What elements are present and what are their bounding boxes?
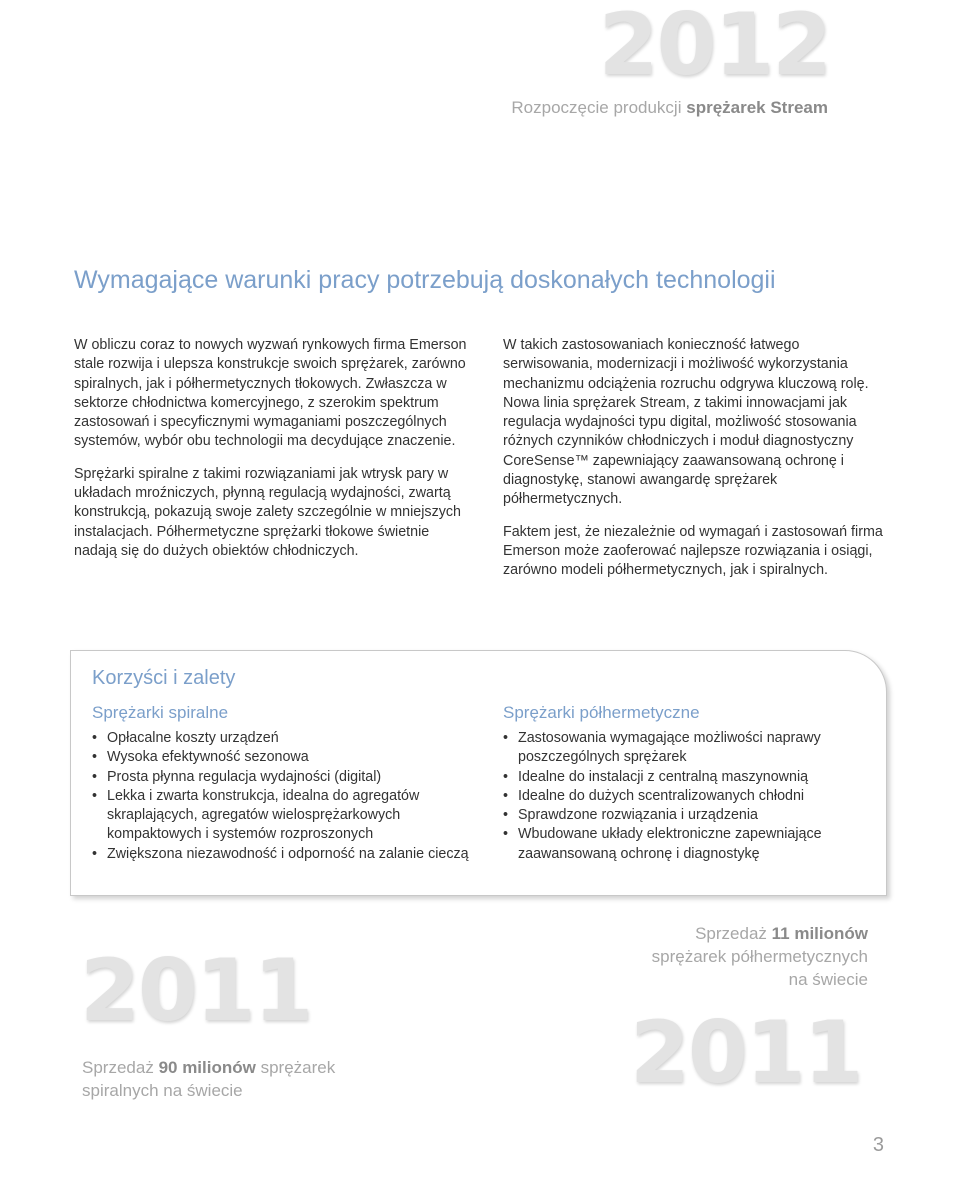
scroll-sales-number: 90 milionów [158,1058,256,1077]
year-2011-scroll-heading: 2011 [80,941,312,1041]
caption-bold: sprężarek Stream [686,98,828,117]
list-item: • Sprawdzone rozwiązania i urządzenia [503,806,863,825]
left-paragraph-2: Sprężarki spiralne z takimi rozwiązaniami jak wtrysk pary w układach mroźniczych, płynną regulacją wydajności, zwartą konstrukcją, pokazują swoje zalety szczególnie w mniejszych instalacjach. Półhermetyczne sprężarki tłokowe świetnie nadają się do dużych obiektów chłodniczych. [74,465,461,559]
semi-sales-line-2: sprężarek półhermetycznych [651,947,868,966]
scroll-sales-prefix: Sprzedaż [82,1058,154,1077]
left-column [74,336,469,574]
semi-sales-line-3: na świecie [788,970,868,989]
semi-sales-line-1 [652,922,868,945]
caption-text: Rozpoczęcie produkcji [511,98,682,117]
scroll-compressors-title: Sprężarki spiralne [92,703,229,722]
page-number: 3 [872,1134,884,1156]
semi-sales-number: 11 milionów [771,924,868,943]
right-paragraph-2: Faktem jest, że niezależnie od wymagań i zastosowań firma Emerson może zaoferować najlepsze rozwiązania i osiągi, zarówno modeli półhermetycznych, jak i spiralnych. [503,523,883,579]
list-item: • Prosta płynna regulacja wydajności (digital) [92,768,472,787]
scroll-sales-line-2: spiralnych na świecie [82,1081,243,1100]
benefits-title: Korzyści i zalety [92,667,236,689]
scroll-sales-suffix: sprężarek [260,1058,336,1077]
list-item: • Wysoka efektywność sezonowa [92,748,472,767]
year-2011-semi-heading: 2011 [630,1003,862,1103]
page-headline: Wymagające warunki pracy potrzebują doskonałych technologii [74,266,776,294]
list-item: • Idealne do instalacji z centralną maszynownią [503,768,863,787]
production-start-caption [511,96,828,119]
semi-hermetic-sales-caption [652,922,868,991]
scroll-benefits-list [92,729,472,864]
left-paragraph-1: W obliczu coraz to nowych wyzwań rynkowych firma Emerson stale rozwija i ulepsza konstrukcje swoich sprężarek, zarówno spiralnych, jak i półhermetycznych tłokowych. Zwłaszcza w sektorze chłodnictwa komercyjnego, z szerokim spektrum zastosowań i specyficznymi wymaganiami poszczególnych systemów, wybór obu technologii ma decydujące znaczenie. [74,337,467,450]
list-item: • Lekka i zwarta konstrukcja, idealna do agregatów skraplających, agregatów wielosprężarkowych kompaktowych i systemów rozproszonych [92,787,472,845]
scroll-sales-line-1 [82,1056,335,1079]
list-item: • Zwiększona niezawodność i odporność na zalanie cieczą [92,845,472,864]
year-2012-heading: 2012 [598,0,830,95]
benefits-box [70,650,887,896]
semi-sales-prefix: Sprzedaż [695,924,767,943]
list-item: • Wbudowane układy elektroniczne zapewniające zaawansowaną ochronę i diagnostykę [503,825,863,864]
list-item: • Idealne do dużych scentralizowanych chłodni [503,787,863,806]
right-column [503,336,888,594]
list-item: • Zastosowania wymagające możliwości naprawy poszczególnych sprężarek [503,729,863,768]
right-paragraph-1: W takich zastosowaniach konieczność łatwego serwisowania, modernizacji i możliwość wykorzystania mechanizmu odciążenia rozruchu odgrywa kluczową rolę. Nowa linia sprężarek Stream, z takimi innowacjami jak regulacja wydajności typu digital, możliwość stosowania różnych czynników chłodniczych i moduł diagnostyczny CoreSense™ zapewniający zaawansowaną ochronę i diagnostykę, stanowi awangardę sprężarek półhermetycznych. [503,337,869,508]
scroll-sales-caption [82,1056,335,1102]
list-item: • Opłacalne koszty urządzeń [92,729,472,748]
semi-hermetic-compressors-title: Sprężarki półhermetyczne [503,703,700,722]
semi-hermetic-benefits-list [503,729,863,864]
